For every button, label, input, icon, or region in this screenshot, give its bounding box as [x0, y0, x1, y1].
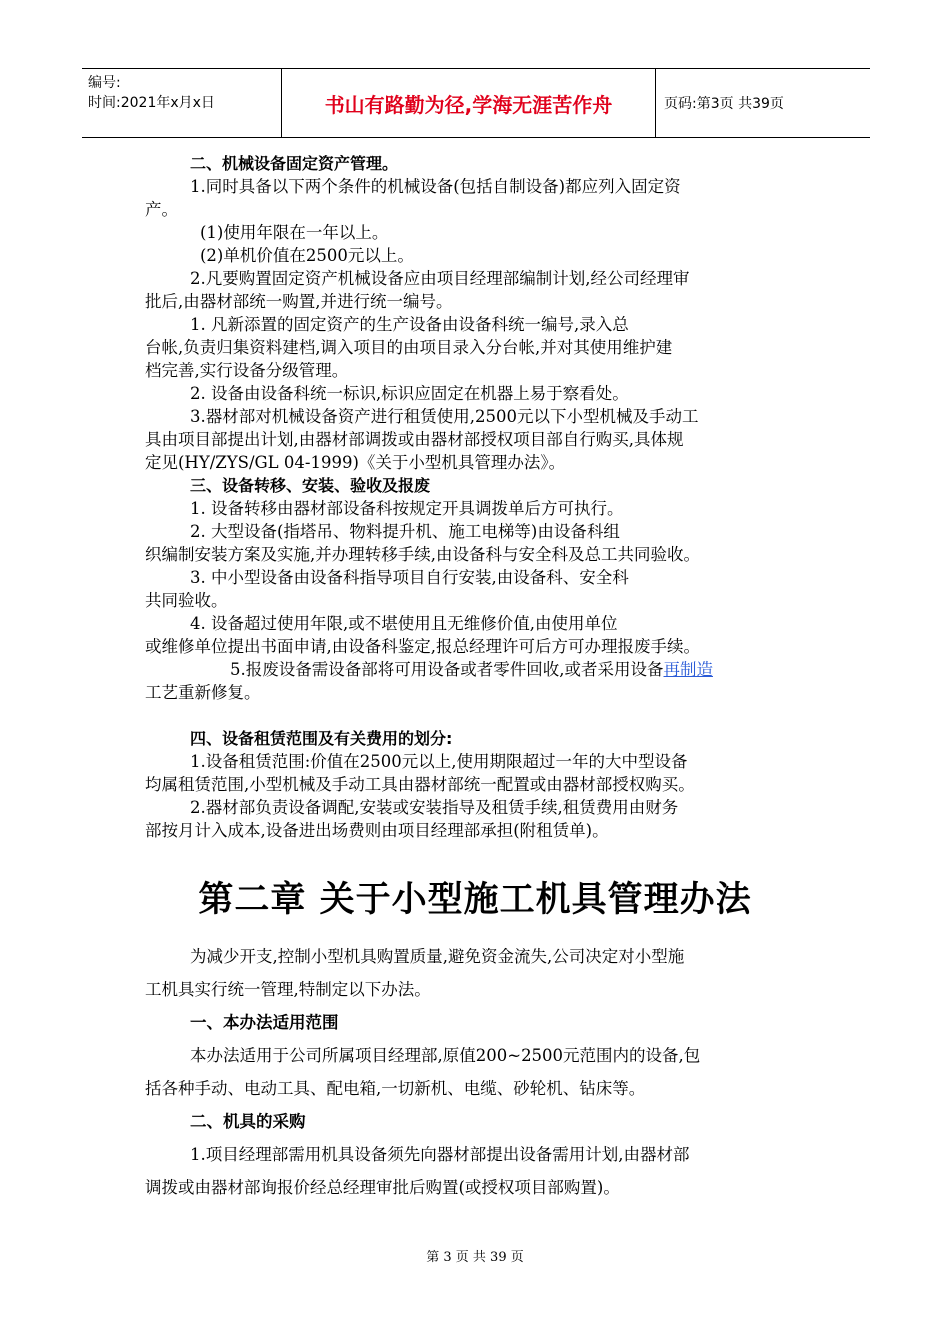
- paragraph-line: 定见(HY/ZYS/GL 04-1999)《关于小型机具管理办法》。: [145, 453, 566, 472]
- paragraph-line: 部按月计入成本,设备进出场费则由项目经理部承担(附租赁单)。: [145, 821, 609, 840]
- paragraph-line: 或维修单位提出书面申请,由设备科鉴定,报总经理许可后方可办理报废手续。: [145, 637, 700, 656]
- paragraph-line: 2.凡要购置固定资产机械设备应由项目经理部编制计划,经公司经理审: [190, 269, 690, 288]
- paragraph-line: 2.器材部负责设备调配,安装或安装指导及租赁手续,租赁费用由财务: [190, 798, 679, 817]
- section-heading: 二、机具的采购: [190, 1112, 306, 1131]
- paragraph-line: 台帐,负责归集资料建档,调入项目的由项目录入分台帐,并对其使用维护建: [145, 338, 673, 357]
- page-footer: 第 3 页 共 39 页: [426, 1250, 524, 1265]
- section-heading: 四、设备租赁范围及有关费用的划分:: [190, 729, 453, 748]
- number-label: 编号:: [88, 75, 121, 91]
- paragraph-line: 2. 设备由设备科统一标识,标识应固定在机器上易于察看处。: [190, 384, 629, 403]
- document-body: [145, 152, 810, 842]
- paragraph-line: 括各种手动、电动工具、配电箱,一切新机、电缆、砂轮机、钻床等。: [145, 1079, 646, 1098]
- paragraph-line: 2. 大型设备(指塔吊、物料提升机、施工电梯等)由设备科组: [190, 522, 620, 541]
- chapter-title: 第二章 关于小型施工机具管理办法: [198, 880, 752, 920]
- remanufacture-link[interactable]: 再制造: [663, 660, 713, 679]
- spacer: [145, 704, 810, 727]
- paragraph-line: (1)使用年限在一年以上。: [200, 223, 389, 242]
- paragraph-line: 档完善,实行设备分级管理。: [145, 361, 349, 380]
- paragraph-line: 1.同时具备以下两个条件的机械设备(包括自制设备)都应列入固定资: [190, 177, 681, 196]
- paragraph-line: 工机具实行统一管理,特制定以下办法。: [145, 980, 431, 999]
- paragraph-line: 批后,由器材部统一购置,并进行统一编号。: [145, 292, 453, 311]
- section-heading: 一、本办法适用范围: [190, 1013, 339, 1032]
- section-heading: 三、设备转移、安装、验收及报废: [190, 476, 431, 495]
- paragraph-line: 具由项目部提出计划,由器材部调拨或由器材部授权项目部自行购买,具体规: [145, 430, 684, 449]
- paragraph-line: [145, 658, 810, 681]
- chapter-body: [145, 940, 810, 1204]
- paragraph-line: 本办法适用于公司所属项目经理部,原值200~2500元范围内的设备,包: [190, 1046, 701, 1065]
- header-motto: 书山有路勤为径,学海无涯苦作舟: [282, 69, 656, 137]
- paragraph-line: 4. 设备超过使用年限,或不堪使用且无维修价值,由使用单位: [190, 614, 618, 633]
- paragraph-line: 1. 凡新添置的固定资产的生产设备由设备科统一编号,录入总: [190, 315, 629, 334]
- paragraph-line: 1.设备租赁范围:价值在2500元以上,使用期限超过一年的大中型设备: [190, 752, 688, 771]
- paragraph-line: 3. 中小型设备由设备科指导项目自行安装,由设备科、安全科: [190, 568, 629, 587]
- paragraph-line: 织编制安装方案及实施,并办理转移手续,由设备科与安全科及总工共同验收。: [145, 545, 700, 564]
- header-meta: [82, 69, 282, 137]
- date-label: 时间:2021年x月x日: [88, 95, 215, 111]
- paragraph-line: 1.项目经理部需用机具设备须先向器材部提出设备需用计划,由器材部: [190, 1145, 690, 1164]
- paragraph-line: 共同验收。: [145, 591, 228, 610]
- paragraph-line: 均属租赁范围,小型机械及手动工具由器材部统一配置或由器材部授权购买。: [145, 775, 695, 794]
- paragraph-text: 5.报废设备需设备部将可用设备或者零件回收,或者采用设备: [230, 660, 664, 679]
- paragraph-line: (2)单机价值在2500元以上。: [200, 246, 414, 265]
- paragraph-line: 3.器材部对机械设备资产进行租赁使用,2500元以下小型机械及手动工: [190, 407, 699, 426]
- page-header: [82, 68, 870, 138]
- paragraph-line: 工艺重新修复。: [145, 683, 261, 702]
- section-heading: 二、机械设备固定资产管理。: [190, 154, 399, 173]
- paragraph-line: 1. 设备转移由器材部设备科按规定开具调拨单后方可执行。: [190, 499, 624, 518]
- paragraph-line: 为减少开支,控制小型机具购置质量,避免资金流失,公司决定对小型施: [190, 947, 685, 966]
- header-page-info: 页码:第3页 共39页: [664, 96, 784, 112]
- paragraph-line: 产。: [145, 200, 178, 219]
- paragraph-line: 调拨或由器材部询报价经总经理审批后购置(或授权项目部购置)。: [145, 1178, 620, 1197]
